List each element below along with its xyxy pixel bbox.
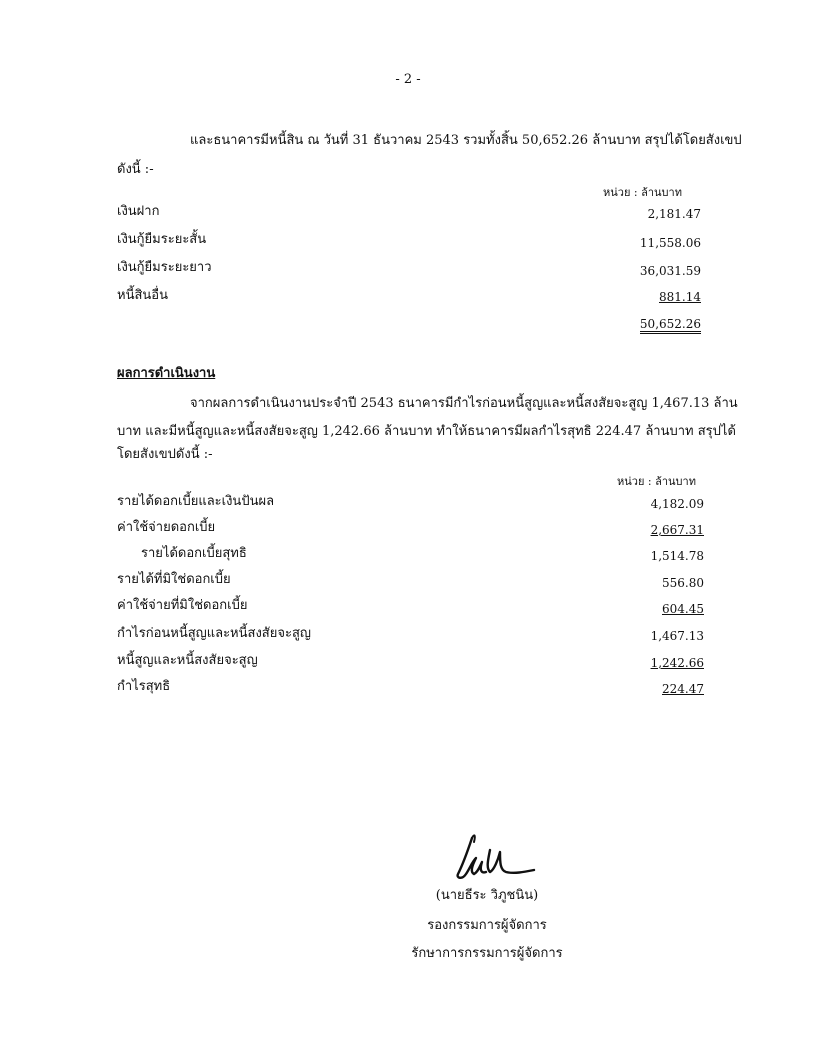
- result-label-interest-expense: ค่าใช้จ่ายดอกเบี้ย: [117, 520, 216, 535]
- signatory-title2: รักษาการกรรมการผู้จัดการ: [411, 946, 563, 961]
- page-number: - 2 -: [395, 72, 421, 87]
- liability-value-other: [581, 290, 701, 304]
- results-para-line1: จากผลการดำเนินงานประจำปี 2543 ธนาคารมีกำไรก่อนหนี้สูญและหนี้สงสัยจะสูญ 1,467.13 ล้าน: [190, 396, 738, 411]
- result-label-profit-before-bad-debts: กำไรก่อนหนี้สูญและหนี้สงสัยจะสูญ: [117, 626, 311, 641]
- result-value-net-profit-text: 224.47: [662, 682, 704, 696]
- results-para-line2: บาท และมีหนี้สูญและหนี้สงสัยจะสูญ 1,242.66 ล้านบาท ทำให้ธนาคารมีผลกำไรสุทธิ 224.47 ล้านบาท สรุปได้: [117, 424, 736, 439]
- result-value-interest-expense-text: 2,667.31: [650, 523, 704, 537]
- result-label-net-profit: กำไรสุทธิ: [117, 679, 171, 694]
- liability-label-deposits: เงินฝาก: [117, 204, 160, 219]
- liability-label-other: หนี้สินอื่น: [117, 288, 168, 303]
- result-value-net-interest-income: 1,514.78: [650, 549, 704, 563]
- liability-value-short-term-borrowings: 11,558.06: [639, 236, 701, 250]
- liabilities-unit: หน่วย : ล้านบาท: [603, 186, 682, 199]
- result-label-non-interest-income: รายได้ที่มิใช่ดอกเบี้ย: [117, 572, 231, 587]
- liability-value-deposits: 2,181.47: [647, 207, 701, 221]
- liability-value-other-text: 881.14: [659, 290, 701, 304]
- liability-value-long-term-borrowings: 36,031.59: [639, 264, 701, 278]
- result-value-profit-before-bad-debts: 1,467.13: [650, 629, 704, 643]
- result-label-bad-debts: หนี้สูญและหนี้สงสัยจะสูญ: [117, 653, 258, 668]
- results-heading: ผลการดำเนินงาน: [117, 366, 216, 381]
- result-value-net-profit: [584, 682, 704, 696]
- handwritten-signature: [450, 828, 540, 886]
- result-value-non-interest-expense-text: 604.45: [662, 602, 704, 616]
- result-label-non-interest-expense: ค่าใช้จ่ายที่มิใช่ดอกเบี้ย: [117, 598, 248, 613]
- liability-label-long-term-borrowings: เงินกู้ยืมระยะยาว: [117, 260, 212, 275]
- result-value-interest-expense: [584, 523, 704, 537]
- signatory-name: (นายธีระ วิภูชนิน): [435, 888, 539, 903]
- result-value-non-interest-income: 556.80: [662, 576, 704, 590]
- liabilities-intro-line1: และธนาคารมีหนี้สิน ณ วันที่ 31 ธันวาคม 2543 รวมทั้งสิ้น 50,652.26 ล้านบาท สรุปได้โดยสังเขป: [190, 133, 742, 148]
- results-unit: หน่วย : ล้านบาท: [617, 475, 696, 488]
- liabilities-intro-line2: ดังนี้ :-: [117, 162, 154, 177]
- result-value-non-interest-expense: [584, 602, 704, 616]
- result-value-bad-debts: [584, 656, 704, 670]
- liability-total-text: 50,652.26: [640, 317, 701, 334]
- liability-total: [581, 316, 701, 332]
- signatory-title1: รองกรรมการผู้จัดการ: [427, 918, 547, 933]
- result-value-bad-debts-text: 1,242.66: [650, 656, 704, 670]
- result-label-net-interest-income: รายได้ดอกเบี้ยสุทธิ: [141, 546, 247, 561]
- result-value-interest-income: 4,182.09: [650, 497, 704, 511]
- results-para-line3: โดยสังเขปดังนี้ :-: [117, 447, 213, 462]
- liability-label-short-term-borrowings: เงินกู้ยืมระยะสั้น: [117, 232, 207, 247]
- result-label-interest-income: รายได้ดอกเบี้ยและเงินปันผล: [117, 494, 275, 509]
